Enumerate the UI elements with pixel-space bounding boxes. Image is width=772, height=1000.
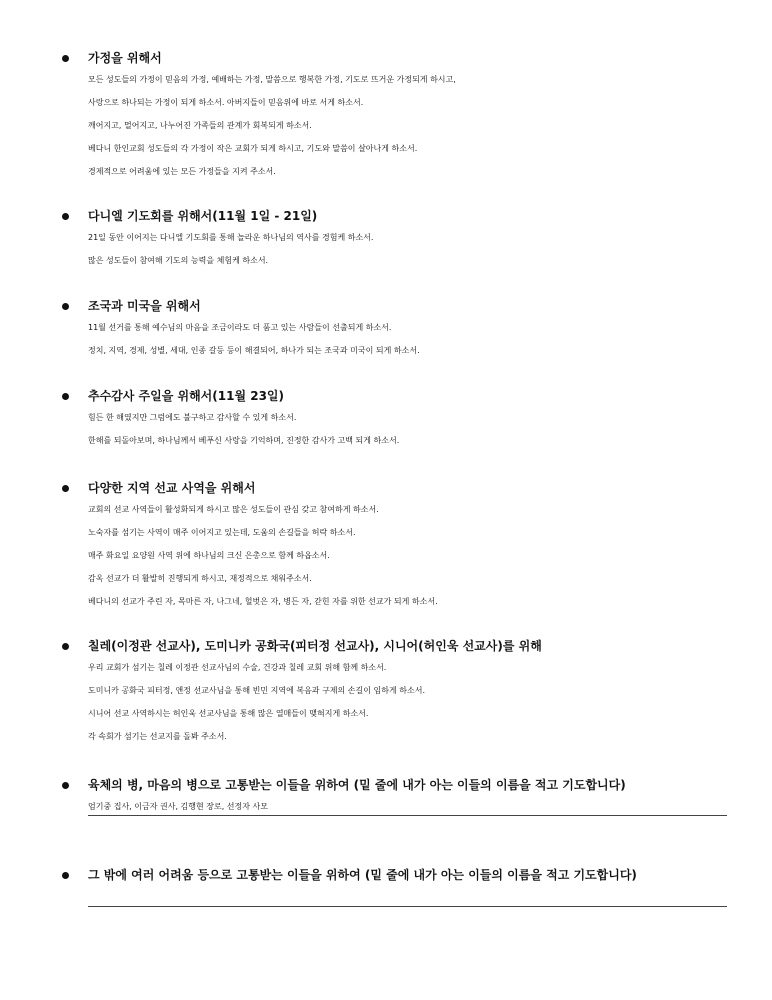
section-heading xyxy=(0,296,772,318)
bullet-icon xyxy=(62,643,69,650)
section-heading xyxy=(0,386,772,408)
prayer-line: 우리 교회가 섬기는 칠레 이정관 선교사님의 수술, 건강과 칠레 교회 위해 함께 하소서. xyxy=(88,663,387,672)
bullet-icon xyxy=(62,55,69,62)
prayer-line: 노숙자를 섬기는 사역이 매주 이어지고 있는데, 도움의 손길들을 허락 하소서. xyxy=(88,528,356,537)
prayer-line: 깨어지고, 멀어지고, 나누어진 가족들의 관계가 회복되게 하소서. xyxy=(88,121,312,130)
names-underline xyxy=(88,815,727,816)
prayer-line: 베다니 한인교회 성도들의 각 가정이 작은 교회가 되게 하시고, 기도와 말씀이 살아나게 하소서. xyxy=(88,144,418,153)
prayer-line: 힘든 한 해였지만 그럼에도 불구하고 감사할 수 있게 하소서. xyxy=(88,413,297,422)
section-thanksgiving xyxy=(0,386,772,454)
prayer-line: 21일 동안 이어지는 다니엘 기도회를 통해 놀라운 하나님의 역사를 경험케 하소서. xyxy=(88,233,374,242)
prayer-line: 한해를 되돌아보며, 하나님께서 베푸신 사랑을 기억하며, 진정한 감사가 고백 되게 하소서. xyxy=(88,436,400,445)
section-sick xyxy=(0,775,772,820)
prayer-line: 시니어 선교 사역하시는 허인욱 선교사님을 통해 많은 열매들이 맺혀지게 하소서. xyxy=(88,709,369,718)
prayer-line: 모든 성도들의 가정이 믿음의 가정, 예배하는 가정, 말씀으로 행복한 가정, 기도로 뜨거운 가정되게 하시고, xyxy=(88,75,456,84)
section-local-missions xyxy=(0,478,772,615)
prayer-line: 교회의 선교 사역들이 활성화되게 하시고 많은 성도들이 관심 갖고 참여하게 하소서. xyxy=(88,505,379,514)
bullet-icon xyxy=(62,485,69,492)
section-heading xyxy=(0,478,772,500)
section-heading xyxy=(0,48,772,70)
heading-text: 다니엘 기도회를 위해서(11월 1일 - 21일) xyxy=(88,209,318,223)
prayer-line: 매주 화요일 요양원 사역 위에 하나님의 크신 은총으로 함께 하옵소서. xyxy=(88,551,330,560)
section-heading xyxy=(0,865,772,887)
heading-text: 추수감사 주일을 위해서(11월 23일) xyxy=(88,389,285,403)
prayer-line: 경제적으로 어려움에 있는 모든 가정들을 지켜 주소서. xyxy=(88,167,276,176)
bullet-icon xyxy=(62,782,69,789)
section-nation xyxy=(0,296,772,364)
prayer-line: 도미니카 공화국 피터정, 앤정 선교사님을 통해 빈민 지역에 복음과 구제의 손길이 임하게 하소서. xyxy=(88,686,425,695)
section-heading xyxy=(0,636,772,658)
prayer-line: 많은 성도들이 참여해 기도의 능력을 체험케 하소서. xyxy=(88,256,269,265)
section-missionaries xyxy=(0,636,772,750)
prayer-line: 베다니의 선교가 주린 자, 목마른 자, 나그네, 헐벗은 자, 병든 자, 갇힌 자를 위한 선교가 되게 하소서. xyxy=(88,597,438,606)
section-heading xyxy=(0,775,772,797)
names-line: 엄기중 집사, 이금자 권사, 김행현 장로, 선정자 사모 xyxy=(88,802,268,811)
prayer-line: 각 속회가 섬기는 선교지를 돌봐 주소서. xyxy=(88,732,227,741)
bullet-icon xyxy=(62,393,69,400)
prayer-line: 11월 선거를 통해 예수님의 마음을 조금이라도 더 품고 있는 사람들이 선출되게 하소서. xyxy=(88,323,392,332)
heading-text: 조국과 미국을 위해서 xyxy=(88,299,201,313)
heading-text: 그 밖에 여러 어려움 등으로 고통받는 이들을 위하여 (밑 줄에 내가 아는 이들의 이름을 적고 기도합니다) xyxy=(88,868,637,882)
section-daniel-prayer xyxy=(0,206,772,274)
section-heading xyxy=(0,206,772,228)
prayer-line: 정치, 지역, 경제, 성별, 세대, 인종 갈등 등이 해결되어, 하나가 되는 조국과 미국이 되게 하소서. xyxy=(88,346,420,355)
heading-text: 다양한 지역 선교 사역을 위해서 xyxy=(88,481,256,495)
section-family xyxy=(0,48,772,185)
names-write-line[interactable] xyxy=(88,906,727,907)
bullet-icon xyxy=(62,213,69,220)
bullet-icon xyxy=(62,872,69,879)
heading-text: 육체의 병, 마음의 병으로 고통받는 이들을 위하여 (밑 줄에 내가 아는 이들의 이름을 적고 기도합니다) xyxy=(88,778,626,792)
heading-text: 가정을 위해서 xyxy=(88,51,162,65)
heading-text: 칠레(이정관 선교사), 도미니카 공화국(피터정 선교사), 시니어(허인욱 선교사)를 위해 xyxy=(88,639,542,653)
section-other-hardships xyxy=(0,865,772,887)
prayer-line: 사랑으로 하나되는 가정이 되게 하소서. 아버지들이 믿음위에 바로 서게 하소서. xyxy=(88,98,364,107)
prayer-line: 감옥 선교가 더 활발히 진행되게 하시고, 재정적으로 채워주소서. xyxy=(88,574,312,583)
bullet-icon xyxy=(62,303,69,310)
